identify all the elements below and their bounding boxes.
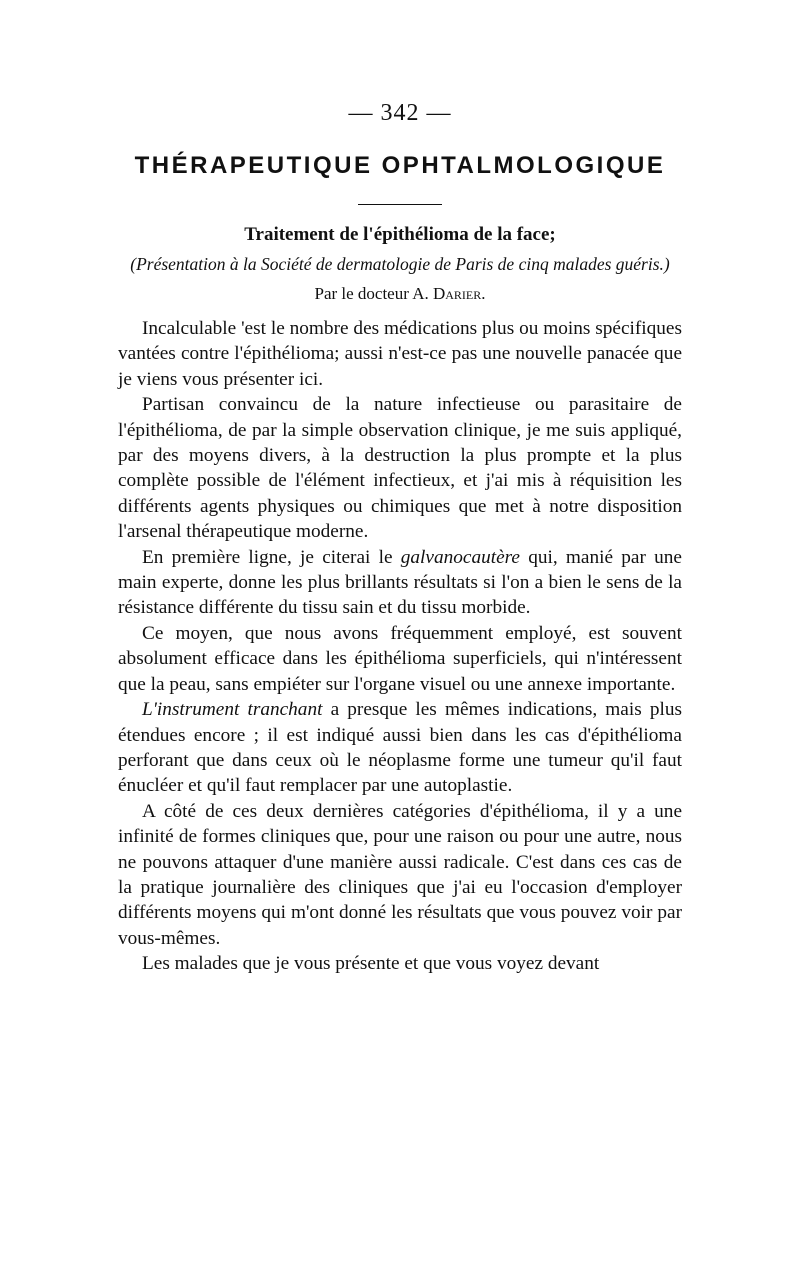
article-title: Traitement de l'épithélioma de la face;	[244, 224, 556, 245]
page-number: — 342 —	[348, 100, 452, 126]
paragraph-3	[118, 545, 682, 621]
paragraph-6: A côté de ces deux dernières catégories d'épithélioma, il y a une infinité de formes cliniques que, pour une raison ou pour une autre, nous ne pouvons attaquer d'une manière aussi radicale. C'est dans ces cas de la pratique journalière des cliniques que j'ai eu l'occasion d'employer différents moyens qui m'ont donné les résultats que vous pouvez voir par vous-mêmes.	[118, 800, 682, 949]
author-prefix: Par le docteur A.	[314, 284, 433, 303]
article-subtitle: (Présentation à la Société de dermatologie de Paris de cinq malades guéris.)	[130, 254, 670, 274]
paragraph-3-text-a: En première ligne, je citerai le	[142, 546, 401, 568]
paragraph-2: Partisan convaincu de la nature infectieuse ou parasitaire de l'épithélioma, de par la simple observation clinique, je me suis appliqué, par des moyens divers, à la destruction la plus prompte et la plus complète possible de l'élément infectieux, et j'ai mis à réquisition les différents agents physiques ou chimiques que met à notre disposition l'arsenal thérapeutique moderne.	[118, 394, 682, 543]
journal-title: THÉRAPEUTIQUE OPHTALMOLOGIQUE	[134, 152, 666, 179]
paragraph-5-emphasis: L'instrument tranchant	[142, 699, 323, 721]
paragraph-5-text: a presque les mêmes indications, mais plus étendues encore ; il est indiqué aussi bien dans les cas d'épithélioma perforant que dans ceux où le néoplasme forme une tumeur qu'il faut énucléer et qu'il faut remplacer par une autoplastie.	[118, 699, 682, 797]
paragraph-4: Ce moyen, que nous avons fréquemment employé, est souvent absolument efficace dans les épithélioma superficiels, qui n'intéressent que la peau, sans empiéter sur l'organe visuel ou une annexe importante.	[118, 622, 682, 695]
paragraph-3-emphasis: galvanocautère	[400, 546, 520, 568]
paragraph-7: Les malades que je vous présente et que vous voyez devant	[142, 953, 600, 975]
paragraph-5	[118, 697, 682, 799]
paragraph-1: Incalculable 'est le nombre des médications plus ou moins spécifiques vantées contre l'épithélioma; aussi n'est-ce pas une nouvelle panacée que je viens vous présenter ici.	[118, 318, 682, 390]
title-rule	[358, 204, 442, 205]
body-text	[118, 316, 682, 977]
author-name: Darier.	[432, 284, 486, 303]
author-line	[0, 284, 800, 304]
paragraph-3-text-b: qui, manié par une main experte, donne les plus brillants résultats si l'on a bien le sens de la résistance différente du tissu sain et du tissu morbide.	[118, 546, 682, 619]
